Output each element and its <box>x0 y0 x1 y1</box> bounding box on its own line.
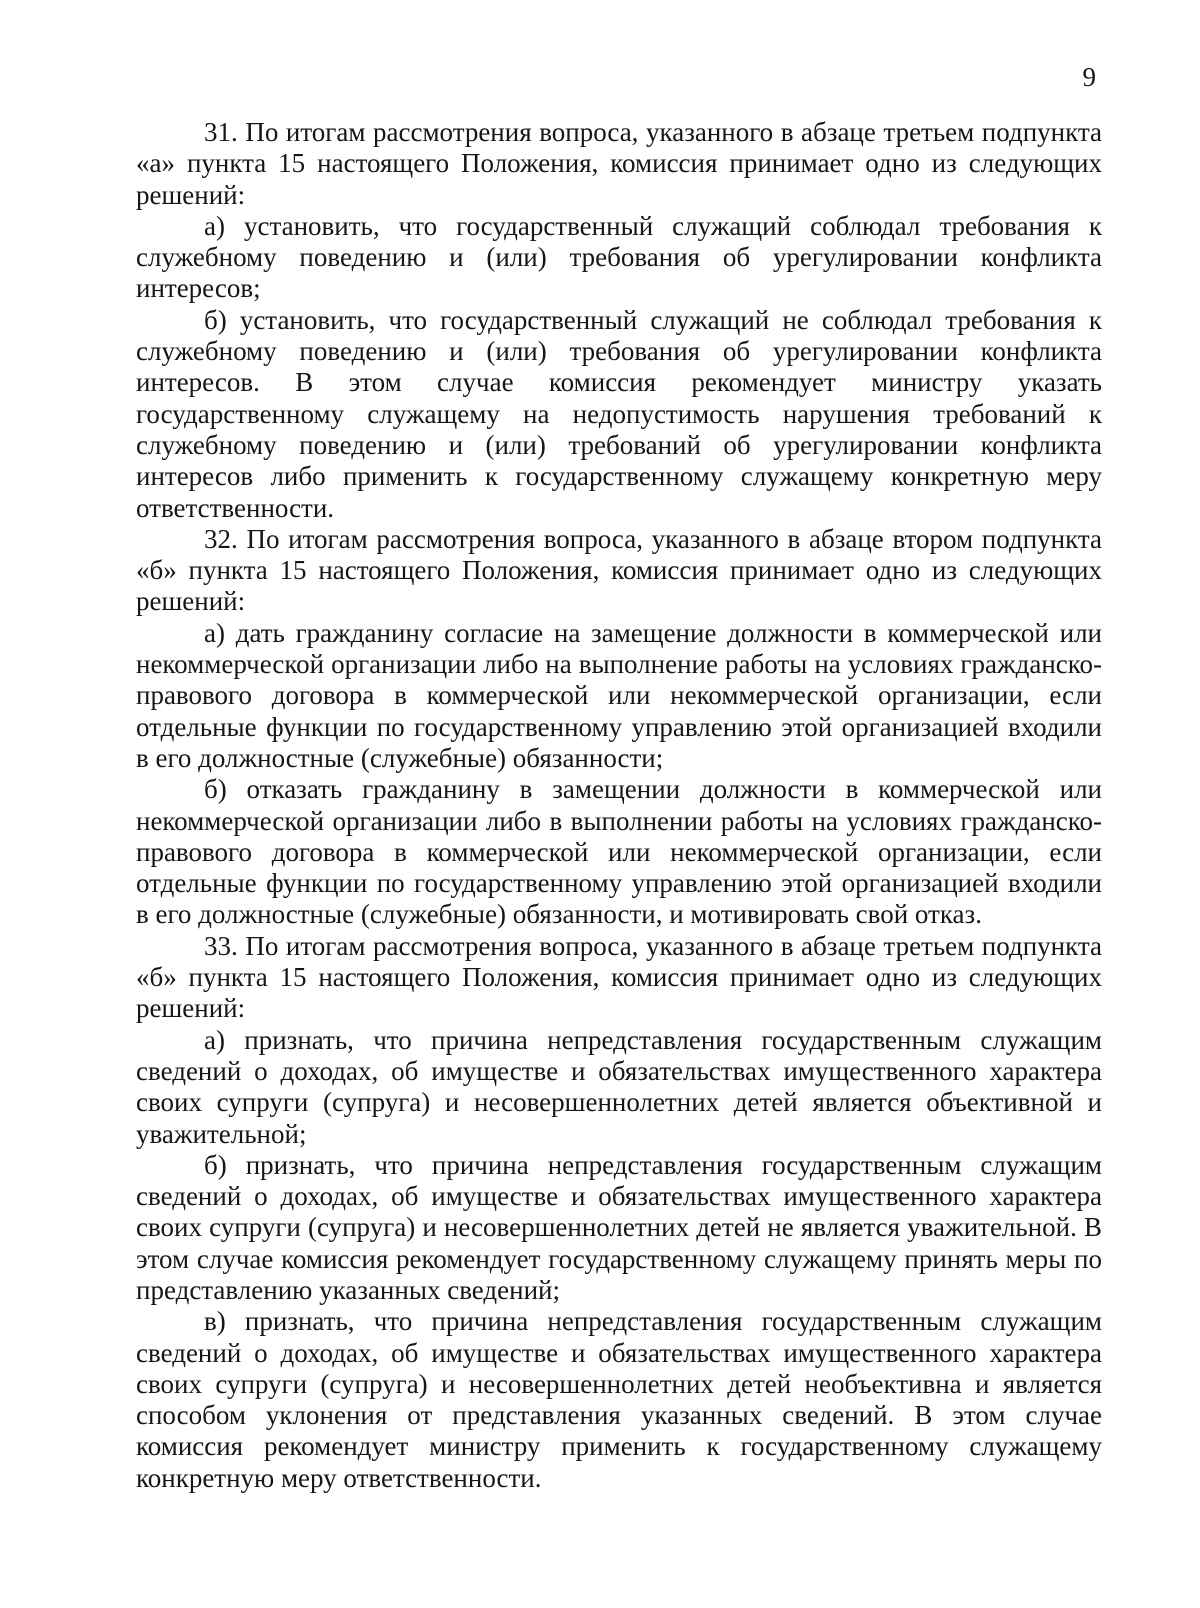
paragraph-32: 32. По итогам рассмотрения вопроса, указанного в абзаце втором подпункта «б» пункта 15 настоящего Положения, комиссия принимает одно из следующих решений: <box>136 523 1102 617</box>
paragraph-33: 33. По итогам рассмотрения вопроса, указанного в абзаце третьем подпункта «б» пункта 15 настоящего Положения, комиссия принимает одно из следующих решений: <box>136 930 1102 1024</box>
paragraph-32-b: б) отказать гражданину в замещении должности в коммерческой или некоммерческой организации либо в выполнении работы на условиях гражданско-правового договора в коммерческой или некоммерческой организации, если отдельные функции по государственному управлению этой организацией входили в его должностные (служебные) обязанности, и мотивировать свой отказ. <box>136 774 1102 930</box>
paragraph-33-b: б) признать, что причина непредставления государственным служащим сведений о доходах, об имуществе и обязательствах имущественного характера своих супруги (супруга) и несовершеннолетних детей не является уважительной. В этом случае комиссия рекомендует государственному служащему принять меры по представлению указанных сведений; <box>136 1149 1102 1305</box>
paragraph-32-a: а) дать гражданину согласие на замещение должности в коммерческой или некоммерческой организации либо на выполнение работы на условиях гражданско-правового договора в коммерческой или некоммерческой организации, если отдельные функции по государственному управлению этой организацией входили в его должностные (служебные) обязанности; <box>136 617 1102 773</box>
paragraph-33-v: в) признать, что причина непредставления государственным служащим сведений о доходах, об имуществе и обязательствах имущественного характера своих супруги (супруга) и несовершеннолетних детей необъективна и является способом уклонения от представления указанных сведений. В этом случае комиссия рекомендует министру применить к государственному служащему конкретную меру ответственности. <box>136 1306 1102 1493</box>
document-body <box>136 117 1102 1494</box>
paragraph-31: 31. По итогам рассмотрения вопроса, указанного в абзаце третьем подпункта «а» пункта 15 настоящего Положения, комиссия принимает одно из следующих решений: <box>136 117 1102 210</box>
paragraph-31-b: б) установить, что государственный служащий не соблюдал требования к служебному поведению и (или) требования об урегулировании конфликта интересов. В этом случае комиссия рекомендует министру указать государственному служащему на недопустимость нарушения требований к служебному поведению и (или) требований об урегулировании конфликта интересов либо применить к государственному служащему конкретную меру ответственности. <box>136 304 1102 523</box>
paragraph-33-a: а) признать, что причина непредставления государственным служащим сведений о доходах, об имуществе и обязательствах имущественного характера своих супруги (супруга) и несовершеннолетних детей является объективной и уважительной; <box>136 1024 1102 1149</box>
page-number: 9 <box>1082 62 1096 92</box>
paragraph-31-a: а) установить, что государственный служащий соблюдал требования к служебному поведению и (или) требования об урегулировании конфликта интересов; <box>136 210 1102 304</box>
